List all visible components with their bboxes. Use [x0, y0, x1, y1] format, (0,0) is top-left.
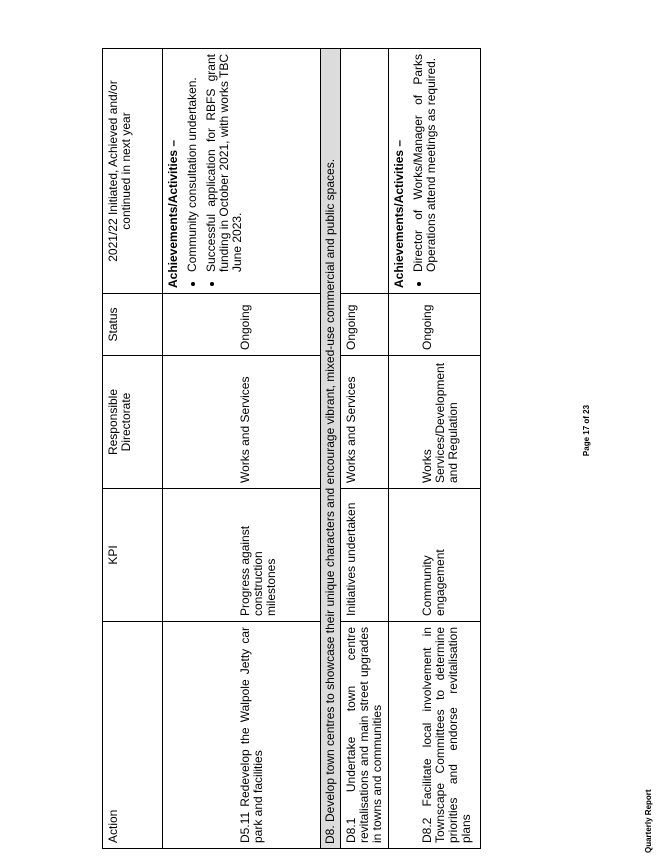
notes-list [412, 54, 438, 288]
header-status: Status [103, 294, 163, 356]
header-action: Action [103, 622, 163, 849]
section-heading: D8. Develop town centres to showcase their unique characters and encourage vibrant, mixed-use commercial and public spaces. [321, 49, 341, 849]
notes-cell [341, 49, 389, 294]
action-cell: D5.11 Redevelop the Walpole Jetty car park and facilities [163, 622, 321, 849]
notes-item: • Director of Works/Manager of Parks Operations attend meetings as required. [412, 54, 438, 272]
directorate-cell: Works and Services [341, 356, 389, 489]
section-row [321, 49, 341, 849]
header-directorate: Responsible Directorate [103, 356, 163, 489]
action-plan-table [102, 48, 481, 849]
status-cell: Ongoing [341, 294, 389, 356]
table-row [389, 49, 481, 849]
notes-list [186, 54, 244, 288]
action-cell: D8.2 Facilitate local involvement in Townscape Committees to determine priorities and endorse revitalisation plans [389, 622, 481, 849]
kpi-cell: Progress against construction milestones [163, 489, 321, 622]
directorate-cell: Works Services/Development and Regulation [389, 356, 481, 489]
notes-item: • Successful application for RBFS grant funding in October 2021, with works TBC June 2023. [205, 54, 244, 272]
page-number: Page 17 of 23 [582, 404, 591, 457]
status-cell: Ongoing [389, 294, 481, 356]
kpi-cell: Initiatives undertaken [341, 489, 389, 622]
header-kpi: KPI [103, 489, 163, 622]
notes-heading: Achievements/Activities – [166, 139, 180, 288]
action-cell: D8.1 Undertake town centre revitalisations and main street upgrades in towns and communities [341, 622, 389, 849]
notes-item: • Community consultation undertaken. [186, 54, 199, 272]
table-row [341, 49, 389, 849]
status-cell: Ongoing [163, 294, 321, 356]
notes-heading: Achievements/Activities – [392, 139, 406, 288]
header-row [103, 49, 163, 849]
header-achieved: 2021/22 Initiated, Achieved and/or continued in next year [103, 49, 163, 294]
table-row [163, 49, 321, 849]
report-title: Quarterly Report [644, 789, 653, 853]
notes-cell [163, 49, 321, 294]
kpi-cell: Community engagement [389, 489, 481, 622]
directorate-cell: Works and Services [163, 356, 321, 489]
notes-cell [389, 49, 481, 294]
